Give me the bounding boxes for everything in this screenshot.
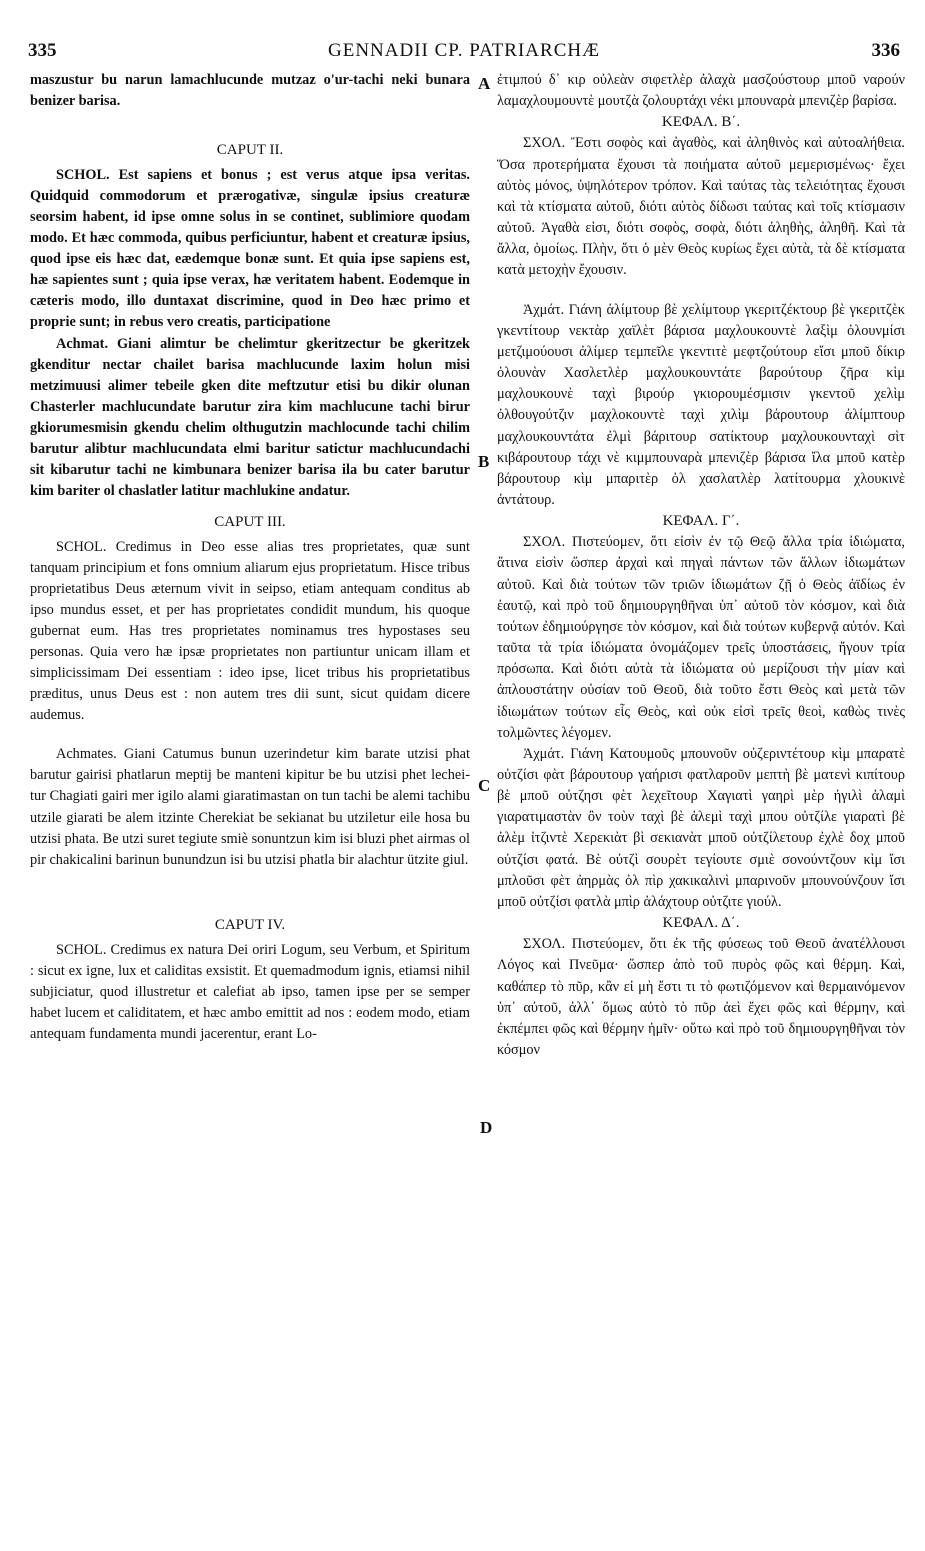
greek-paragraph: Ἀχμάτ. Γιάνη ἀλίμτουρ βὲ χελίμτουρ γκεριτζέκτουρ βὲ γκεριτζὲκ γκεντίτουρ νεκτὰρ χαϊλὲτ βάρισα μαχλουκουντὲ λαξὶμ ὀλουνμίσι μετζιμούουσι ἀλίμερ τεμπεῖλε γκεντιτὲ μεφτζούτουρ εἴσι μποῦ δίκιρ ὀλουνὰν Χασλετλὲρ μαχλουκουντάτε βαρούτουρ ζῆρα κὶμ μαχλουκουνὲ ταχὶ βιρούρ γκιορουμέσμισιν γκεντοῦ χελὶμ ὀλθουγούτζιν μαχλοκουντὲ ταχὶ χιλὶμ βάρουτουρ ἀλίμπτουρ μαχλουκουντάτα ἐλμὶ βάριτουρ σατίκτουρ μαχλουκουνταχὶ σὶτ κιβάρουτουρ τάχι νὲ κιμμπουναρὰ μπενιζὲρ βάρισα ἴλα μποῦ κατὲρ βάρουτουρ κὶμ μπαριτὲρ ὀλ χασλατλὲρ λατίτουρμα χλουκινὲ ἀντάτουρ. [497,301,905,508]
running-header [28,40,900,70]
running-title: GENNADII CP. PATRIARCHÆ [328,40,600,61]
margin-marker-d: D [480,1118,493,1137]
chapter-heading: ΚΕΦΑΛ. Γ΄. [662,513,740,530]
latin-paragraph: maszustur bu narun lamachlucunde mutzaz o'ur-tachi neki bunara benizer barisa. [30,72,470,110]
chapter-heading: CAPUT II. [216,142,284,159]
greek-paragraph: ΣΧΟΛ. Πιστεύομεν, ὅτι ἐκ τῆς φύσεως τοῦ Θεοῦ ἀνατέλλουσι Λόγος καὶ Πνεῦμα· ὥσπερ ἀπὸ τοῦ πυρὸς φῶς καὶ θέρμη. Καὶ, καθάπερ τὸ πῦρ, κἂν εἰ μὴ ἔστι τι τὸ φωτιζόμενον καὶ θερμαινόμενον ὑπ᾽ αὐτοῦ, ἀλλ᾽ ὅμως αὐτὸ τὸ πῦρ ἀεὶ ἔχει φῶς καὶ θέρμην, καὶ ἐκπέμπει φῶς καὶ θέρμην ἡμῖν· οὕτω καὶ πρὸ τοῦ δημιουργηθῆναι τὸν κόσμον [497,936,905,1059]
chapter-heading: ΚΕΦΑΛ. Β΄. [661,114,741,131]
greek-paragraph: ἐτιμπού δ᾽ κιρ οὐλεὰν σιφετλὲρ ἀλαχὰ μασζούστουρ μποῦ ναρούν λαμαχλουμουντὲ μουτζὰ ζολουρτάχι νέκι μπουναρὰ μπενιζὲρ βαρίσα. [497,72,905,110]
page-number-left: 335 [28,40,57,61]
margin-marker-a: A [478,74,491,93]
greek-paragraph: ΣΧΟΛ. Πιστεύομεν, ὅτι εἰσὶν ἐν τῷ Θεῷ ἄλλα τρία ἰδιώματα, ἅτινα εἰσὶν ὥσπερ ἀρχαὶ καὶ πηγαὶ πάντων τῶν ἄλλων ἰδιωμάτων αὐτοῦ. Καὶ διὰ τούτων τῶν τριῶν ἰδιωμάτων ζῇ ὁ Θεὸς ἀϊδίως ἐν ἑαυτῷ, καὶ πρὸ τοῦ δημιουργηθῆναι ὑπ᾽ αὐτοῦ τὸν κόσμον, καὶ διὰ τούτων ἐδημιούργησε τὸν κόσμον, καὶ διὰ τούτων κυβερνᾷ αὐτόν. Καὶ ταῦτα τὰ τρία ἰδιώματα ὀνομάζομεν τρεῖς ὑποστάσεις, ἤγουν τρία πρόσωπα. Καὶ διότι αὐτὰ τὰ ἰδιώματα οὐ μερίζουσι τὴν μίαν καὶ ἁπλουστάτην οὐσίαν τοῦ Θεοῦ, διὰ τοῦτο ἔστι Θεὸς καὶ μετὰ τῶν ἰδιωμάτων τούτων εἷς Θεὸς, καὶ οὐκ εἰσὶ τρεῖς θεοὶ, καθὼς τινὲς τολμῶντες λέγομεν. [497,534,905,741]
latin-paragraph: SCHOL. Est sapiens et bonus ; est verus atque ipsa veritas. Quidquid commodorum et prærogativæ, singulæ ipsius creaturæ seorsim habent, id ipse omne solus in se continet, sublimiore quodam modo. Et hæc commoda, quibus perficiuntur, habent et creaturæ ipsius, quod ipse eis hæc dat, eædemque bonæ sunt. Et quia ipse sapiens est, hæ sapientes sunt ; quia ipse verax, hæ veritatem habent. Eodemque in cæteris modo, illo duntaxat discrimine, quod in Deo hæc primo et proprie sunt; in rebus vero creatis, participatione [30,167,470,331]
latin-column [30,70,470,1540]
margin-marker-b: B [478,452,490,471]
greek-column [497,70,905,1540]
chapter-heading: ΚΕΦΑΛ. Δ΄. [662,915,740,932]
page-number-right: 336 [871,40,900,61]
chapter-heading: CAPUT III. [214,513,286,530]
margin-marker-c: C [478,776,491,795]
latin-paragraph: SCHOL. Credimus ex natura Dei oriri Logum, seu Verbum, et Spiritum : sicut ex igne, lux et caliditas exsistit. Et quemadmodum ignis, etiamsi nihil subjiciatur, quod illustretur et calefiat ab ipso, tamen ipse per se semper habet lucem et caliditatem, et hæc ambo emittit ad nos : eodem modo, etiam antequam fundamenta mundi jacerentur, erant Lo- [30,941,470,1042]
chapter-heading: CAPUT IV. [214,916,286,933]
greek-paragraph: Ἀχμάτ. Γιάνη Κατουμοῦς μπουνοῦν οὐζεριντέτουρ κὶμ μπαρατὲ οὐτζίσι φὰτ βάρουτουρ γαήρισι φατλαροῦν μεπτὴ βὲ ματενὶ κιπίτουρ βὲ μποῦ οὐτζησι φὲτ λεχεῖτουρ Χαγιατὶ γαηρὶ μὲρ ἠγιλὶ ἀλαμὶ γιαρατιμαστὰν ὂν τοὺν ταχὶ βὲ ἀλεμὶ ταχὶ μπου οὐτζίλε γιαρατὶ βὲ ἀλὲμ ἰτζιντὲ Χερεκιὰτ βὶ σεκιανὰτ μποῦ οὐτζίλετουρ ἐχλὲ δοχ μποῦ οὐτζίσι φατά. Βὲ οὐτζὶ σουρὲτ τεγίουτε σμιὲ σονούντζουν κὶμ ἴσι μπλοῦσι φὲτ ἀηρμὰς ὀλ πὶρ χακικαλινὶ μπαρινοῦν μπουνούνζουν ἴσι μποῦ οὐτζίσι φατλὰ μπὶρ ἀλάχτουρ οὐτζιτε γιούλ. [497,745,905,910]
greek-paragraph: ΣΧΟΛ. Ἔστι σοφὸς καὶ ἀγαθὸς, καὶ ἀληθινὸς καὶ αὐτοαλήθεια. Ὅσα προτερήματα ἔχουσι τὰ ποιήματα αὐτοῦ μεμερισμένως· ἔχει αὐτὸς μόνος, ὑψηλότερον τρόπον. Καὶ ταύτας τὰς τελειότητας ἔχουσι καὶ τὰ κτίσματα αὐτοῦ, διότι αὐτὸς δίδωσι ταύτας καὶ τοῖς κτίσμασιν αὐτοῦ. Ἀγαθὰ εἰσι, διότι σοφὸς, σοφὰ, διότι ἀληθὴς, ἀληθῆ. Καὶ τὰ ἄλλα, ὁμοίως. Πλὴν, ὅτι ὁ μὲν Θεὸς κυρίως ἔχει αὐτὰ, τὰ δὲ κτίσματα κατὰ μετοχὴν ἔχουσιν. [497,135,905,279]
latin-paragraph: SCHOL. Credimus in Deo esse alias tres proprietates, quæ sunt tanquam principium et fons omnium aliarum ejus proprietatum. Hisce tribus proprietatibus Deus æternum vivit in seipso, etiam antequam conditus ab ipso mundus esset, et per has proprietates condidit mundum, his quoque gubernat eum. Has tres proprietates nominamus tres hypostases seu personas. Quia vero hæ ipsæ proprietates non partiuntur unicam illam et simplicissimam Dei essentiam : ideo ipse, licet tribus his proprietatibus præditus, unus Deus est : non autem tres dii sunt, sicut quidam dicere audemus. [30,538,470,724]
latin-paragraph: Achmat. Giani alimtur be chelimtur gkeritzectur be gkeritzek gkenditur nectar chailet barisa machlucunde laxim holun misi metzimuusi alimer tebeile gken dite meftzutur etisi bu dikir olunan Chasterler machlucundate barutur zira kim machlucune tachi birur gkiorumesmisin gkendu chelim olthugutzin machlocunde tachi chilim barutur alibtur machlucundata elmi baritur satictur machlucundachi sit kibarutur tachi ne kimbunara benizer barisa ila bu cater barutur kim bariter ol chaslatler latitur machlukine andatur. [30,335,470,499]
latin-paragraph: Achmates. Giani Catumus bunun uzerindetur kim barate utzisi phat barutur gairisi phatlarun meptij be manteni kipitur be bu utzisi phet lechei-tur Chagiati gairi mer igilo alami giaratimastan on tun tachi be alemi tachibu utzile giarati be alem itzinte Cherekiat be sekianat bu utziletur eile hosa bu utzisi phata. Be utzi suret tegiute smiè sonuntzun kim isi bluzi phet airmas ol pir chakicalini barinun bunundzun isi bu utzisi phatla bir alachtur ützite giul. [30,746,470,868]
